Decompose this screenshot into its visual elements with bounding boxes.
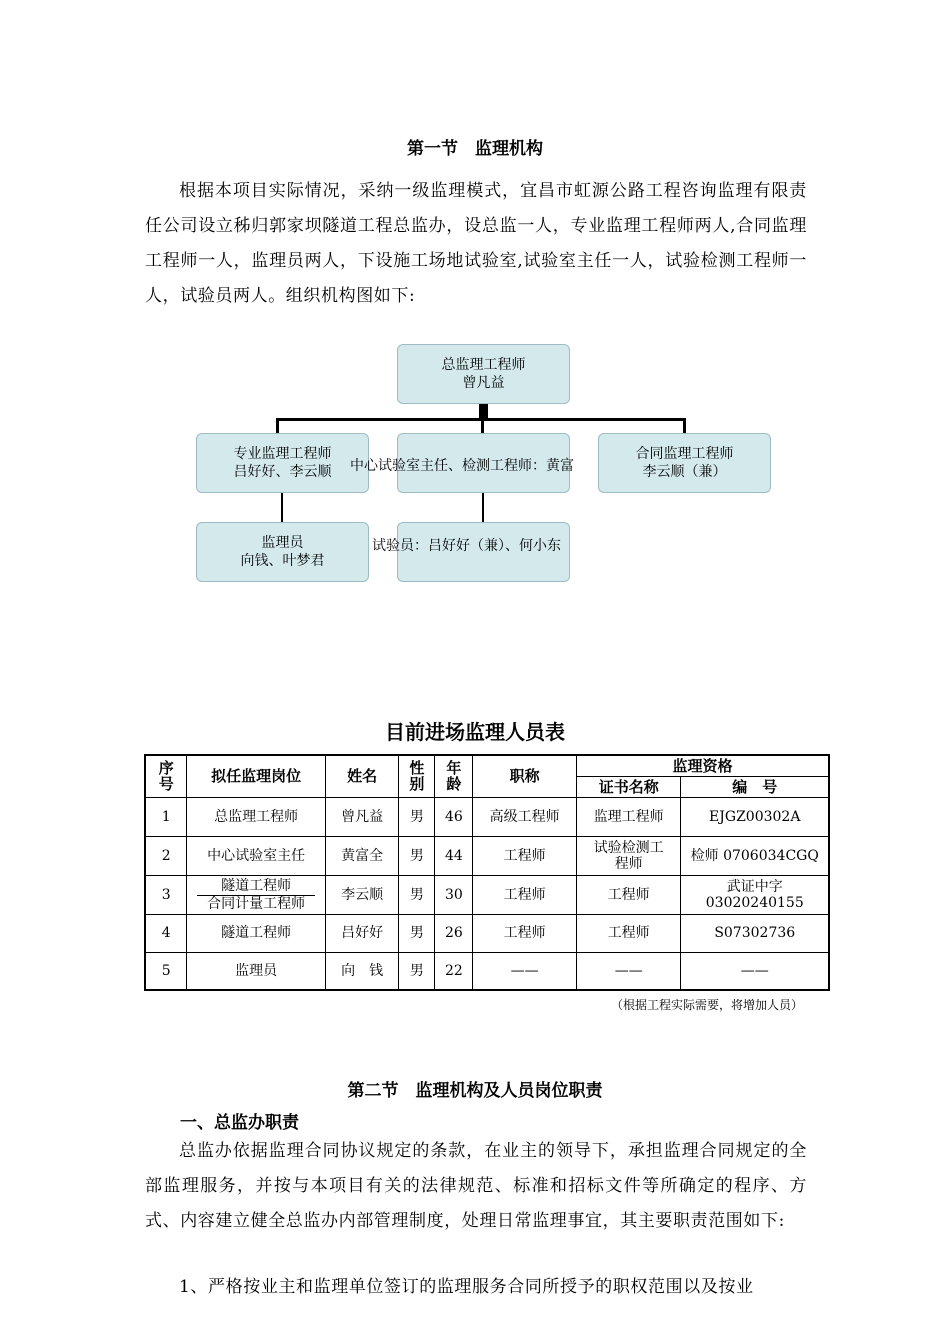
- table-row: [145, 875, 829, 914]
- staff-table: [144, 754, 830, 991]
- org-lab-label: 中心试验室主任、检测工程师：黄富: [350, 458, 574, 474]
- cell-age: 26: [435, 914, 473, 952]
- org-box-specialist: [196, 433, 369, 493]
- cell-post: 总监理工程师: [187, 797, 325, 836]
- section1-paragraph-text: 根据本项目实际情况，采纳一级监理模式，宜昌市虹源公路工程咨询监理有限责任公司设立秭归郭家坝隧道工程总监办，设总监一人，专业监理工程师两人,合同监理工程师一人，监理员两人，下设施工场地试验室,试验室主任一人，试验检测工程师一人，试验员两人。组织机构图如下:: [145, 181, 807, 306]
- header-name: 姓名: [325, 755, 399, 797]
- cell-gender: 男: [399, 797, 435, 836]
- cell-code: 检师 0706034CGQ: [681, 836, 829, 875]
- cell-name: 吕好好: [325, 914, 399, 952]
- org-tester-label: 试验员：吕好好（兼）、何小东: [372, 538, 561, 554]
- header-cert: 证书名称: [576, 776, 681, 797]
- header-post: 拟任监理岗位: [187, 755, 325, 797]
- org-contract-role: 合同监理工程师: [635, 446, 734, 462]
- org-chief-role: 总监理工程师: [441, 357, 526, 373]
- cell-code: 武证中字03020240155: [681, 875, 829, 914]
- header-gender: 性别: [399, 755, 435, 797]
- section2-item1-text: 1、严格按业主和监理单位签订的监理服务合同所授予的职权范围以及按业: [179, 1277, 754, 1297]
- cell-gender: 男: [399, 952, 435, 990]
- cell-name: 向 钱: [325, 952, 399, 990]
- org-supervisor-role: 监理员: [261, 535, 304, 551]
- cell-age: 46: [435, 797, 473, 836]
- cell-gender: 男: [399, 914, 435, 952]
- table-row: [145, 952, 829, 990]
- section2-paragraph-text: 总监办依据监理合同协议规定的条款，在业主的领导下，承担监理合同规定的全部监理服务，并按与本项目有关的法律规范、标准和招标文件等所确定的程序、方式、内容建立健全总监办内部管理制度，处理日常监理事宜，其主要职责范围如下:: [145, 1141, 807, 1231]
- cell-post: 中心试验室主任: [187, 836, 325, 875]
- cell-title: 工程师: [473, 875, 576, 914]
- cell-post-line1: 隧道工程师: [197, 878, 314, 896]
- section1-title: 第一节 监理机构: [407, 139, 543, 159]
- section2-title: 第二节 监理机构及人员岗位职责: [347, 1081, 603, 1101]
- cell-no: 5: [145, 952, 187, 990]
- cell-code: S07302736: [681, 914, 829, 952]
- org-contract-name: 李云顺（兼）: [642, 464, 727, 480]
- org-connector-left: [276, 418, 279, 434]
- cell-title: ——: [473, 952, 576, 990]
- header-code: 编 号: [681, 776, 829, 797]
- cell-post: 隧道工程师: [187, 914, 325, 952]
- cell-name: 李云顺: [325, 875, 399, 914]
- cell-cert: 试验检测工程师: [576, 836, 681, 875]
- cell-no: 2: [145, 836, 187, 875]
- org-box-chief: [397, 344, 570, 404]
- header-title: 职称: [473, 755, 576, 797]
- cell-no: 1: [145, 797, 187, 836]
- section1-paragraph: [145, 174, 807, 314]
- cell-post: 监理员: [187, 952, 325, 990]
- section2-item1: [145, 1270, 807, 1305]
- cell-name: 黄富全: [325, 836, 399, 875]
- cell-title: 工程师: [473, 836, 576, 875]
- cell-gender: 男: [399, 875, 435, 914]
- org-box-contract: [598, 433, 771, 493]
- cell-name: 曾凡益: [325, 797, 399, 836]
- cell-no: 3: [145, 875, 187, 914]
- table-title: 目前进场监理人员表: [385, 720, 565, 744]
- cell-age: 30: [435, 875, 473, 914]
- cell-gender: 男: [399, 836, 435, 875]
- cell-post: [187, 875, 325, 914]
- cell-post-line2: 合同计量工程师: [207, 895, 306, 912]
- header-age: 年龄: [435, 755, 473, 797]
- cell-title: 工程师: [473, 914, 576, 952]
- cell-age: 44: [435, 836, 473, 875]
- table-row: [145, 797, 829, 836]
- cell-cert: ——: [576, 952, 681, 990]
- org-supervisor-names: 向钱、叶梦君: [240, 553, 325, 569]
- cell-code: EJGZ00302A: [681, 797, 829, 836]
- org-chief-name: 曾凡益: [462, 375, 505, 391]
- org-connector-center: [481, 418, 484, 434]
- section2-paragraph: [145, 1134, 807, 1239]
- cell-age: 22: [435, 952, 473, 990]
- header-no: 序号: [145, 755, 187, 797]
- cell-cert: 工程师: [576, 914, 681, 952]
- org-specialist-names: 吕好好、李云顺: [233, 464, 332, 480]
- cell-code: ——: [681, 952, 829, 990]
- org-box-supervisor: [196, 522, 369, 582]
- org-connector-center-down: [482, 493, 484, 523]
- table-row: [145, 836, 829, 875]
- org-connector-right: [683, 418, 686, 434]
- cell-cert: 工程师: [576, 875, 681, 914]
- org-connector-left-down: [281, 493, 283, 523]
- section2-subheading: 一、总监办职责: [180, 1113, 299, 1133]
- org-specialist-role: 专业监理工程师: [233, 446, 332, 462]
- table-note: （根据工程实际需要，将增加人员）: [610, 998, 803, 1012]
- table-row: [145, 914, 829, 952]
- cell-title: 高级工程师: [473, 797, 576, 836]
- header-qualification: 监理资格: [576, 755, 829, 776]
- cell-cert: 监理工程师: [576, 797, 681, 836]
- cell-no: 4: [145, 914, 187, 952]
